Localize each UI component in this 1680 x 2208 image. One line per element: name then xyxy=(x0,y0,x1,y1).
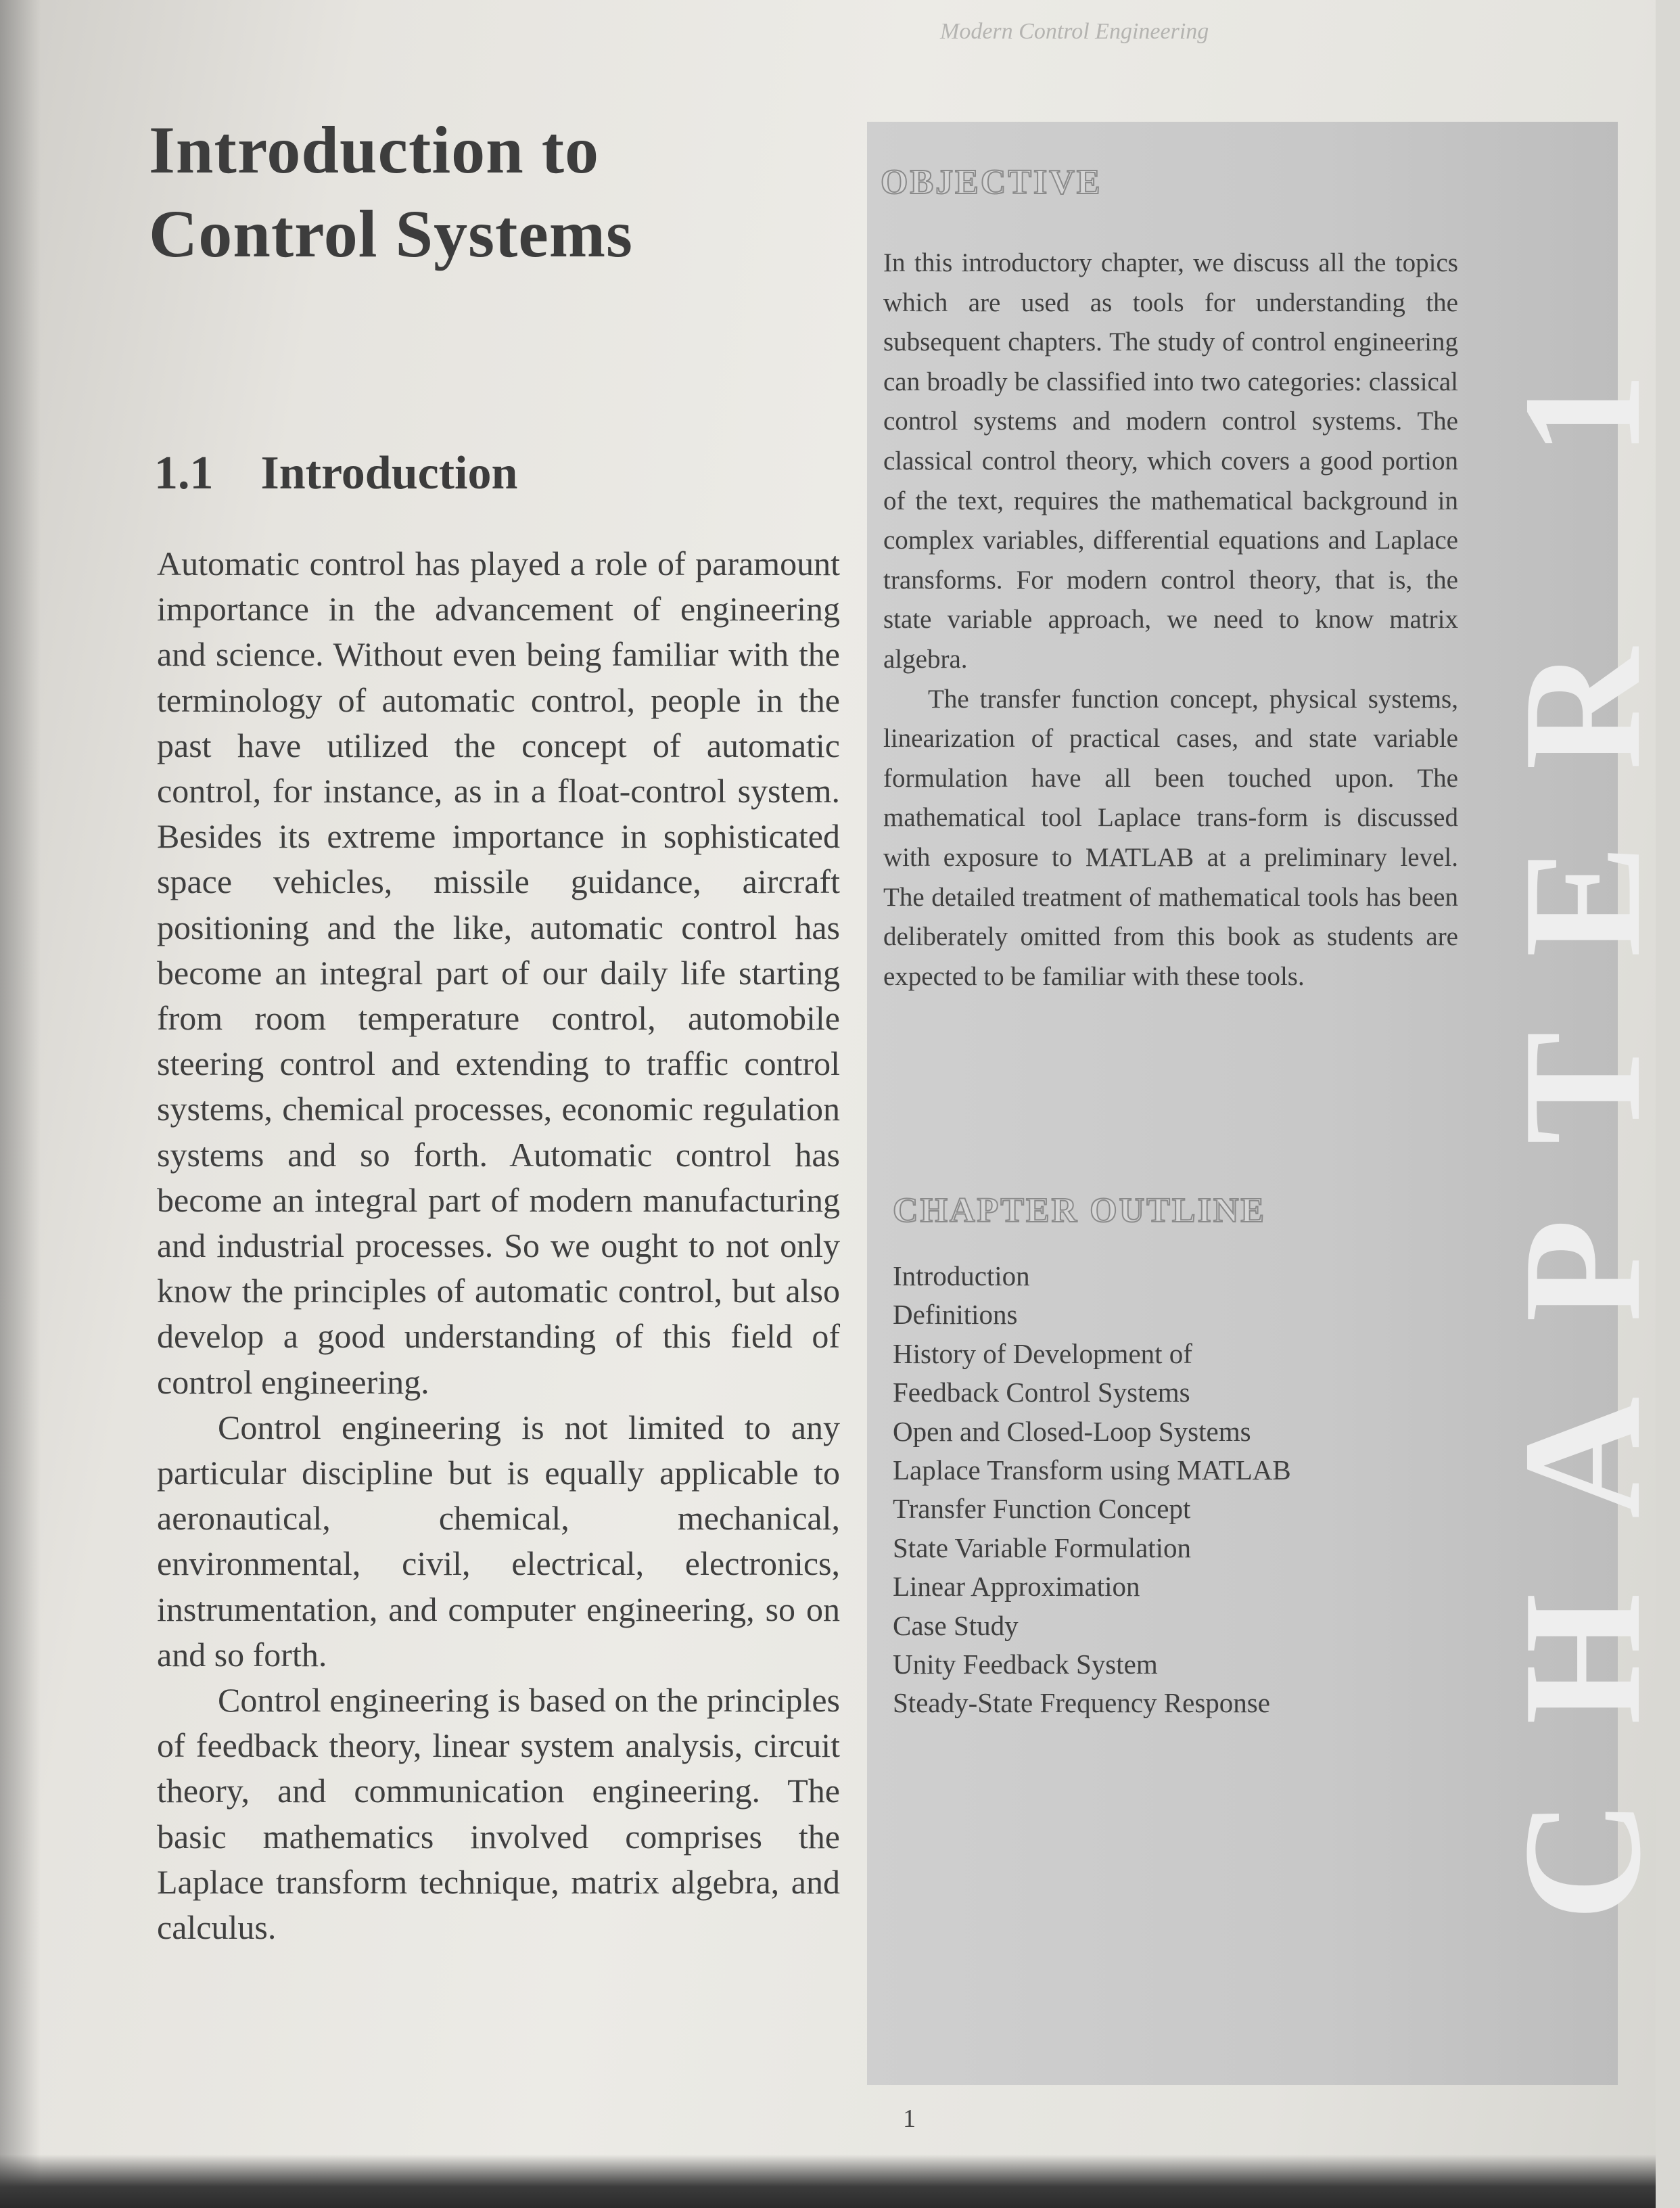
outline-item: Laplace Transform using MATLAB xyxy=(893,1454,1291,1486)
outline-item: History of Development of xyxy=(893,1337,1192,1369)
section-number: 1.1 xyxy=(154,447,214,499)
section-title: Introduction xyxy=(260,447,518,499)
objective-paragraph-1: In this introductory chapter, we discuss all the topics which are used as tools for understanding the subsequent chapters. The study of control engineering can broadly be classified into two categories: classical control systems and modern control systems. The classical control theory, which covers a good portion of the text, requires the mathematical background in complex variables, differential equations and Laplace transforms. For modern control theory, that is, the state variable approach, we need to know matrix algebra. xyxy=(883,248,1458,674)
page-number: 1 xyxy=(903,2104,916,2133)
page-gutter-shadow xyxy=(0,0,41,2208)
objective-text xyxy=(883,244,1458,996)
chapter-side-label: CHAPTER 1 xyxy=(1489,298,1676,1921)
objective-paragraph-2: The transfer function concept, physical systems, linearization of practical cases, and state variable formulation have all been touched upon. The mathematical tool Laplace trans-form is discussed with exposure to MATLAB at a preliminary level. The detailed treatment of mathematical tools has been deliberately omitted from this book as students are expected to be familiar with these tools. xyxy=(883,684,1458,991)
objective-heading: OBJECTIVE xyxy=(881,163,1102,202)
chapter-title-line-1: Introduction to xyxy=(149,112,600,187)
running-head: Modern Control Engineering xyxy=(940,19,1209,44)
chapter-title xyxy=(149,108,757,276)
body-paragraph-2: Control engineering is not limited to any particular discipline but is equally applicable to aeronautical, chemical, mechanical, environmental, civil, electrical, electronics, instrumentation, and computer engineering, so on and so forth. xyxy=(157,1408,840,1674)
chapter-outline-list xyxy=(893,1257,1434,1723)
outline-item: Transfer Function Concept xyxy=(893,1493,1191,1525)
section-heading xyxy=(154,446,763,501)
outline-item: State Variable Formulation xyxy=(893,1532,1192,1563)
outline-item: Open and Closed-Loop Systems xyxy=(893,1415,1251,1447)
body-paragraph-1: Automatic control has played a role of paramount importance in the advancement of engineering and science. Without even being familiar with the terminology of automatic control, people in the past have utilized the concept of automatic control, for instance, as in a float-control system. Besides its extreme importance in sophisticated space vehicles, missile guidance, aircraft positioning and the like, automatic control has become an integral part of our daily life starting from room temperature control, automobile steering control and extending to traffic control systems, chemical processes, economic regulation systems and so forth. Automatic control has become an integral part of modern manufacturing and industrial processes. So we ought to not only know the principles of automatic control, but also develop a good understanding of this field of control engineering. xyxy=(157,545,840,1401)
outline-item: Case Study xyxy=(893,1609,1019,1641)
outline-item: Unity Feedback System xyxy=(893,1649,1158,1680)
chapter-title-line-2: Control Systems xyxy=(149,196,633,271)
outline-item: Introduction xyxy=(893,1260,1030,1291)
body-paragraph-3: Control engineering is based on the principles of feedback theory, linear system analysis, circuit theory, and communication engineering. The basic mathematics involved comprises the Laplace transform technique, matrix algebra, and calculus. xyxy=(157,1681,840,1947)
outline-item: Definitions xyxy=(893,1299,1018,1331)
outline-item: Feedback Control Systems xyxy=(893,1377,1190,1408)
outline-item: Linear Approximation xyxy=(893,1571,1140,1603)
chapter-outline-heading: CHAPTER OUTLINE xyxy=(893,1191,1267,1230)
table-surface-edge xyxy=(0,2155,1656,2208)
body-text-column xyxy=(157,541,840,1950)
outline-item: Steady-State Frequency Response xyxy=(893,1687,1270,1719)
